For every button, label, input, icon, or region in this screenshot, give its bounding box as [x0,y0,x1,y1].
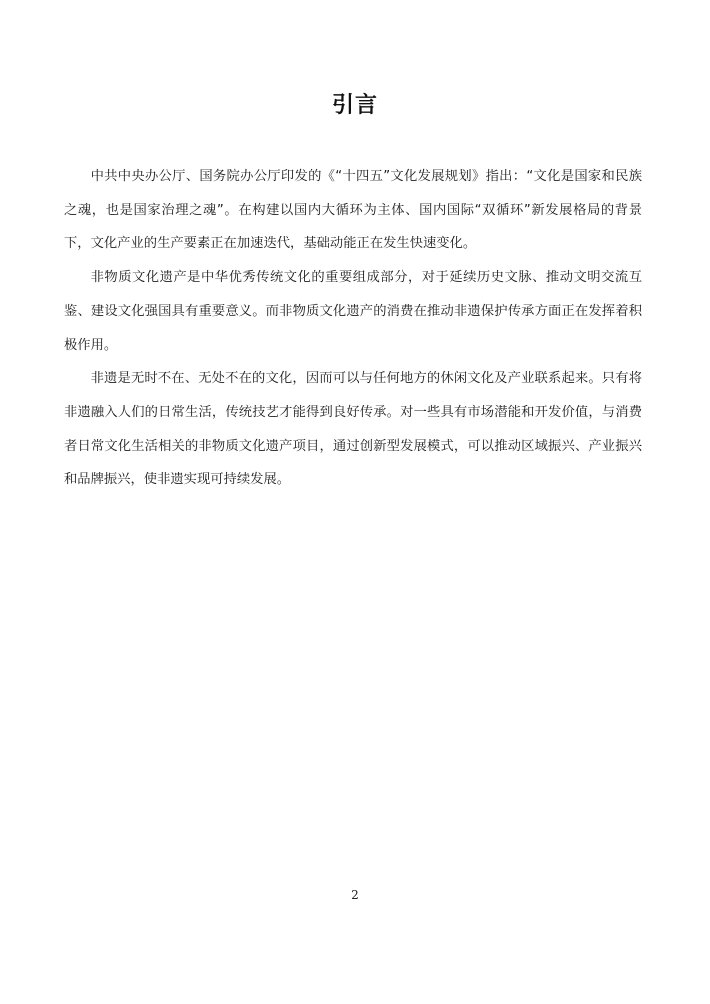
page-number: 2 [351,888,359,902]
paragraph-2: 非物质文化遗产是中华优秀传统文化的重要组成部分，对于延续历史文脉、推动文明交流互鉴、建设文化强国具有重要意义。而非物质文化遗产的消费在推动非遗保护传承方面正在发挥着积极作用。 [64,270,642,353]
paragraph-3: 非遗是无时不在、无处不在的文化，因而可以与任何地方的休闲文化及产业联系起来。只有将非遗融入人们的日常生活，传统技艺才能得到良好传承。对一些具有市场潜能和开发价值，与消费者日常文化生活相关的非物质文化遗产项目，通过创新型发展模式，可以推动区域振兴、产业振兴和品牌振兴，使非遗实现可持续发展。 [64,371,642,488]
page-title: 引言 [331,93,378,118]
paragraph-1: 中共中央办公厅、国务院办公厅印发的《“十四五”文化发展规划》指出：“文化是国家和民族之魂，也是国家治理之魂”。在构建以国内大循环为主体、国内国际“双循环”新发展格局的背景下，文化产业的生产要素正在加速迭代，基础动能正在发生快速变化。 [64,169,642,252]
body-text [64,160,642,497]
